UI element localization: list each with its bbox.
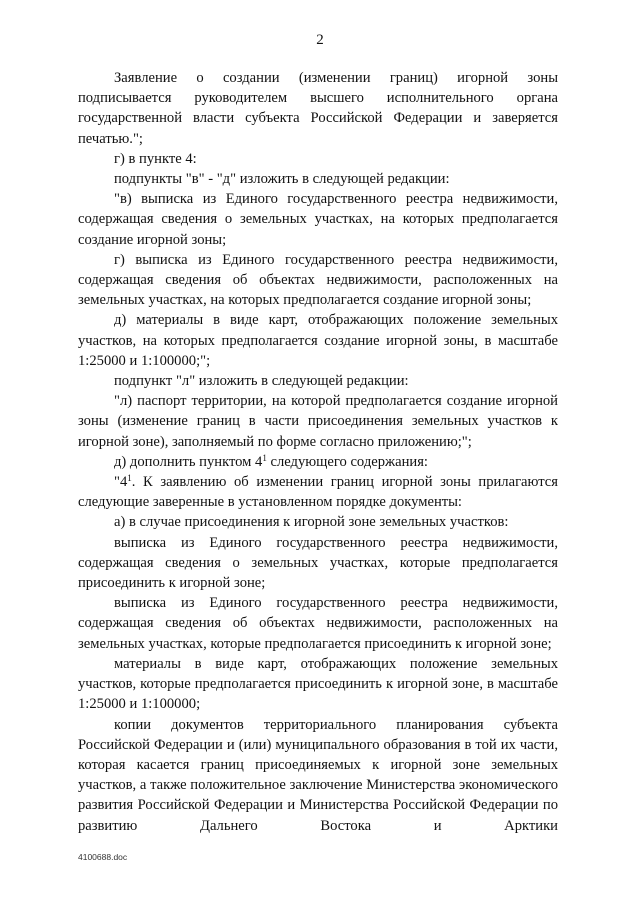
paragraph: г) в пункте 4: [114,150,197,167]
text-run: д) дополнить пунктом 4 [114,453,263,470]
text-run: "4 [114,474,128,491]
paragraph: подпункт "л" изложить в следующей редакции: [114,373,409,390]
paragraph [78,472,558,512]
paragraph: копии документов территориального планирования субъекта Российской Федерации и (или) муниципального образования в той их части, которая касается границ присоединяемых к игорной зоне земельных участков, а также положительное заключение Министерства экономического развития Российской Федерации и Министерства Российской Федерации по развитию Дальнего Востока и Арктики [78,716,558,834]
paragraph: "в) выписка из Единого государственного реестра недвижимости, содержащая сведения о земельных участках, на которых предполагается создание игорной зоны; [78,191,558,248]
paragraph: Заявление о создании (изменении границ) игорной зоны подписывается руководителем высшего исполнительного органа государственной власти субъекта Российской Федерации и заверяется печатью."; [78,70,558,147]
paragraph [78,452,558,472]
paragraph: д) материалы в виде карт, отображающих положение земельных участков, на которых предполагается создание игорной зоны, в масштабе 1:25000 и 1:100000;"; [78,312,558,369]
paragraph: "л) паспорт территории, на которой предполагается создание игорной зоны (изменение границ в части присоединения земельных участков к игорной зоне), заполняемый по форме согласно приложению;"; [78,393,558,450]
superscript: 1 [262,452,267,463]
page-number: 2 [316,32,324,48]
text-run: следующего содержания: [266,453,428,470]
paragraph: материалы в виде карт, отображающих положение земельных участков, которые предполагается присоединить к игорной зоне, в масштабе 1:25000 и 1:100000; [78,655,558,713]
document-body [78,68,558,836]
superscript: 1 [127,473,132,484]
paragraph: выписка из Единого государственного реестра недвижимости, содержащая сведения об объектах недвижимости, расположенных на земельных участках, которые предполагается присоединить к игорной зоне; [78,595,558,652]
paragraph: а) в случае присоединения к игорной зоне земельных участков: [114,514,509,531]
text-run: . К заявлению об изменении границ игорной зоны прилагаются следующие заверенные в установленном порядке документы: [78,474,558,511]
paragraph: г) выписка из Единого государственного реестра недвижимости, содержащая сведения об объектах недвижимости, расположенных на земельных участках, на которых предполагается создание игорной зоны; [78,251,558,309]
paragraph: подпункты "в" - "д" изложить в следующей редакции: [114,171,450,188]
file-name-footer: 4100688.doc [78,852,128,862]
paragraph: выписка из Единого государственного реестра недвижимости, содержащая сведения о земельных участках, которые предполагается присоединить к игорной зоне; [78,534,558,592]
